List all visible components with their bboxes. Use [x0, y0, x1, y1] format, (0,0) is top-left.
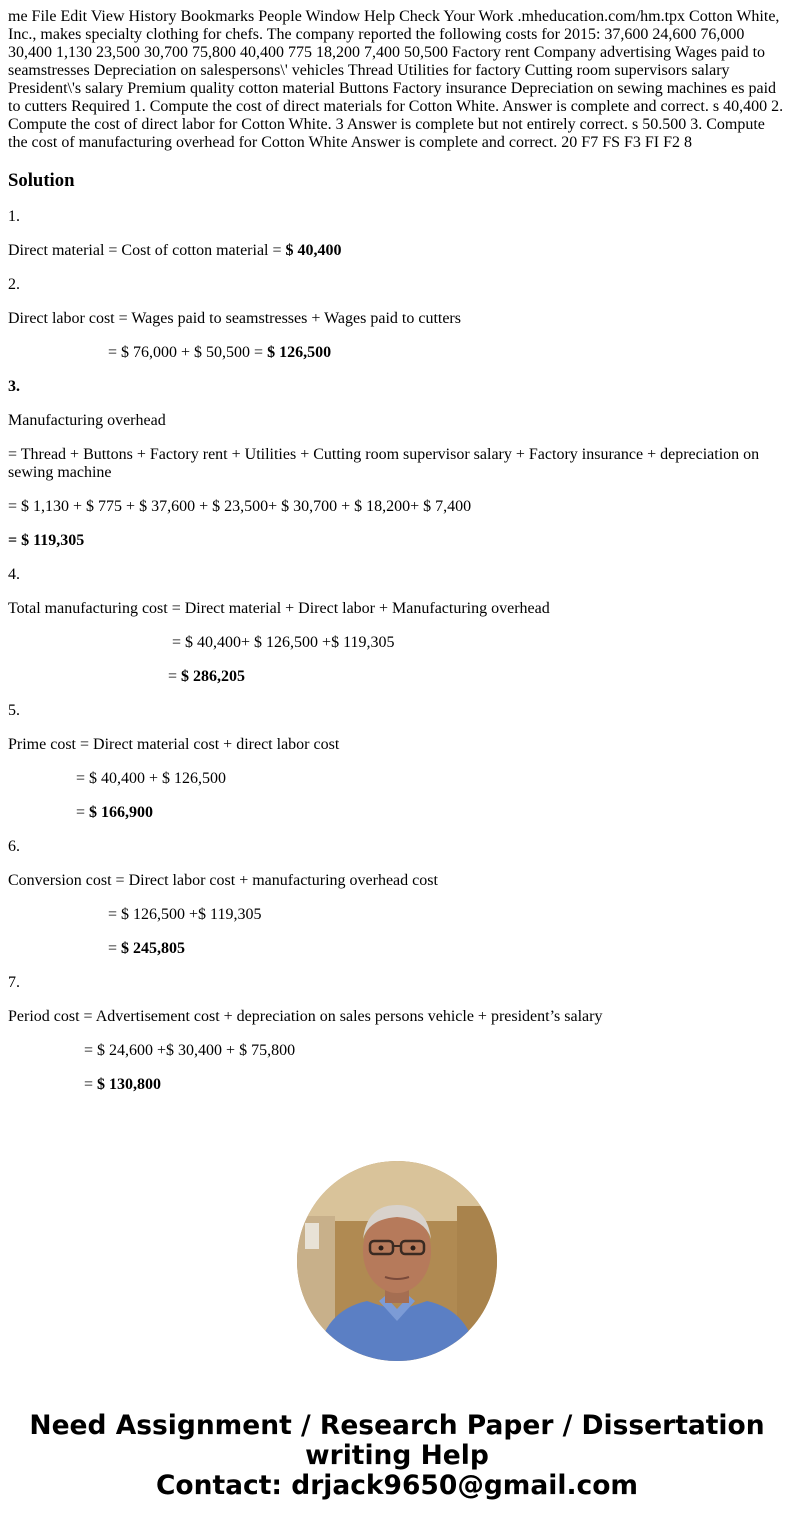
step-6-answer: $ 245,805: [121, 940, 186, 957]
step-7-text: Period cost = Advertisement cost + depreciation on sales persons vehicle + president’s salary: [8, 1008, 603, 1025]
footer-line-2: writing Help: [305, 1440, 489, 1471]
step-3-answer-line: [8, 532, 786, 550]
step-6-answer-line: [8, 940, 786, 958]
step-7-calc: = $ 24,600 +$ 30,400 + $ 75,800: [84, 1042, 296, 1059]
author-avatar: [297, 1161, 497, 1361]
step-1-text: Direct material = Cost of cotton material =: [8, 242, 286, 259]
step-7-number: 7.: [8, 974, 20, 991]
step-2-number: 2.: [8, 276, 20, 293]
step-6-answer-prefix: =: [108, 940, 122, 957]
step-5-answer-line: [8, 804, 786, 822]
step-7-answer: $ 130,800: [97, 1076, 162, 1093]
step-5-answer: $ 166,900: [89, 804, 154, 821]
solution-heading: Solution: [8, 170, 75, 191]
step-3-number: [8, 378, 786, 396]
step-3-label: Manufacturing overhead: [8, 412, 166, 429]
step-2-calc-line: [8, 344, 786, 362]
step-7-answer-prefix: =: [84, 1076, 98, 1093]
step-3-calc: = $ 1,130 + $ 775 + $ 37,600 + $ 23,500+ $ 30,700 + $ 18,200+ $ 7,400: [8, 498, 472, 515]
step-2-calc: = $ 76,000 + $ 50,500 =: [108, 344, 268, 361]
footer-contact-email: Contact: drjack9650@gmail.com: [155, 1470, 639, 1501]
step-3-number-text: 3.: [8, 378, 20, 395]
step-4-calc: = $ 40,400+ $ 126,500 +$ 119,305: [172, 634, 395, 651]
step-1-line: [8, 242, 786, 260]
step-6-calc: = $ 126,500 +$ 119,305: [108, 906, 262, 923]
step-1-number: 1.: [8, 208, 20, 225]
step-5-calc: = $ 40,400 + $ 126,500: [76, 770, 227, 787]
author-portrait-image: [297, 1161, 497, 1361]
step-2-text: Direct labor cost = Wages paid to seamstresses + Wages paid to cutters: [8, 310, 461, 327]
step-6-text: Conversion cost = Direct labor cost + manufacturing overhead cost: [8, 872, 438, 889]
step-4-answer: $ 286,205: [181, 668, 246, 685]
step-6-number: 6.: [8, 838, 20, 855]
step-4-answer-line: [8, 668, 786, 686]
step-4-text: Total manufacturing cost = Direct material + Direct labor + Manufacturing overhead: [8, 600, 550, 617]
page-content: [0, 8, 794, 1094]
step-4-answer-prefix: =: [168, 668, 182, 685]
step-3-formula: = Thread + Buttons + Factory rent + Utilities + Cutting room supervisor salary + Factory insurance + depreciation on sewing machine: [8, 446, 760, 481]
step-7-answer-line: [8, 1076, 786, 1094]
step-1-answer: $ 40,400: [285, 242, 342, 259]
step-2-answer: $ 126,500: [267, 344, 332, 361]
question-text: me File Edit View History Bookmarks People Window Help Check Your Work .mheducation.com/hm.tpx Cotton White, Inc., makes specialty clothing for chefs. The company reported the following costs for 2015: 37,600 24,600 76,000 30,400 1,130 23,500 30,700 75,800 40,400 775 18,200 7,400 50,500 Factory rent Company advertising Wages paid to seamstresses Depreciation on salespersons\' vehicles Thread Utilities for factory Cutting room supervisors salary President\'s salary Premium quality cotton material Buttons Factory insurance Depreciation on sewing machines es paid to cutters Required 1. Compute the cost of direct materials for Cotton White. Answer is complete and correct. s 40,400 2. Compute the cost of direct labor for Cotton White. 3 Answer is complete but not entirely correct. s 50.500 3. Compute the cost of manufacturing overhead for Cotton White Answer is complete and correct. 20 F7 FS F3 FI F2 8: [8, 8, 784, 151]
step-3-answer: = $ 119,305: [8, 532, 85, 549]
contact-footer: [0, 1411, 794, 1501]
step-5-text: Prime cost = Direct material cost + direct labor cost: [8, 736, 340, 753]
footer-line-1: Need Assignment / Research Paper / Dissertation: [29, 1410, 765, 1441]
step-5-number: 5.: [8, 702, 20, 719]
step-4-number: 4.: [8, 566, 20, 583]
step-5-answer-prefix: =: [76, 804, 90, 821]
